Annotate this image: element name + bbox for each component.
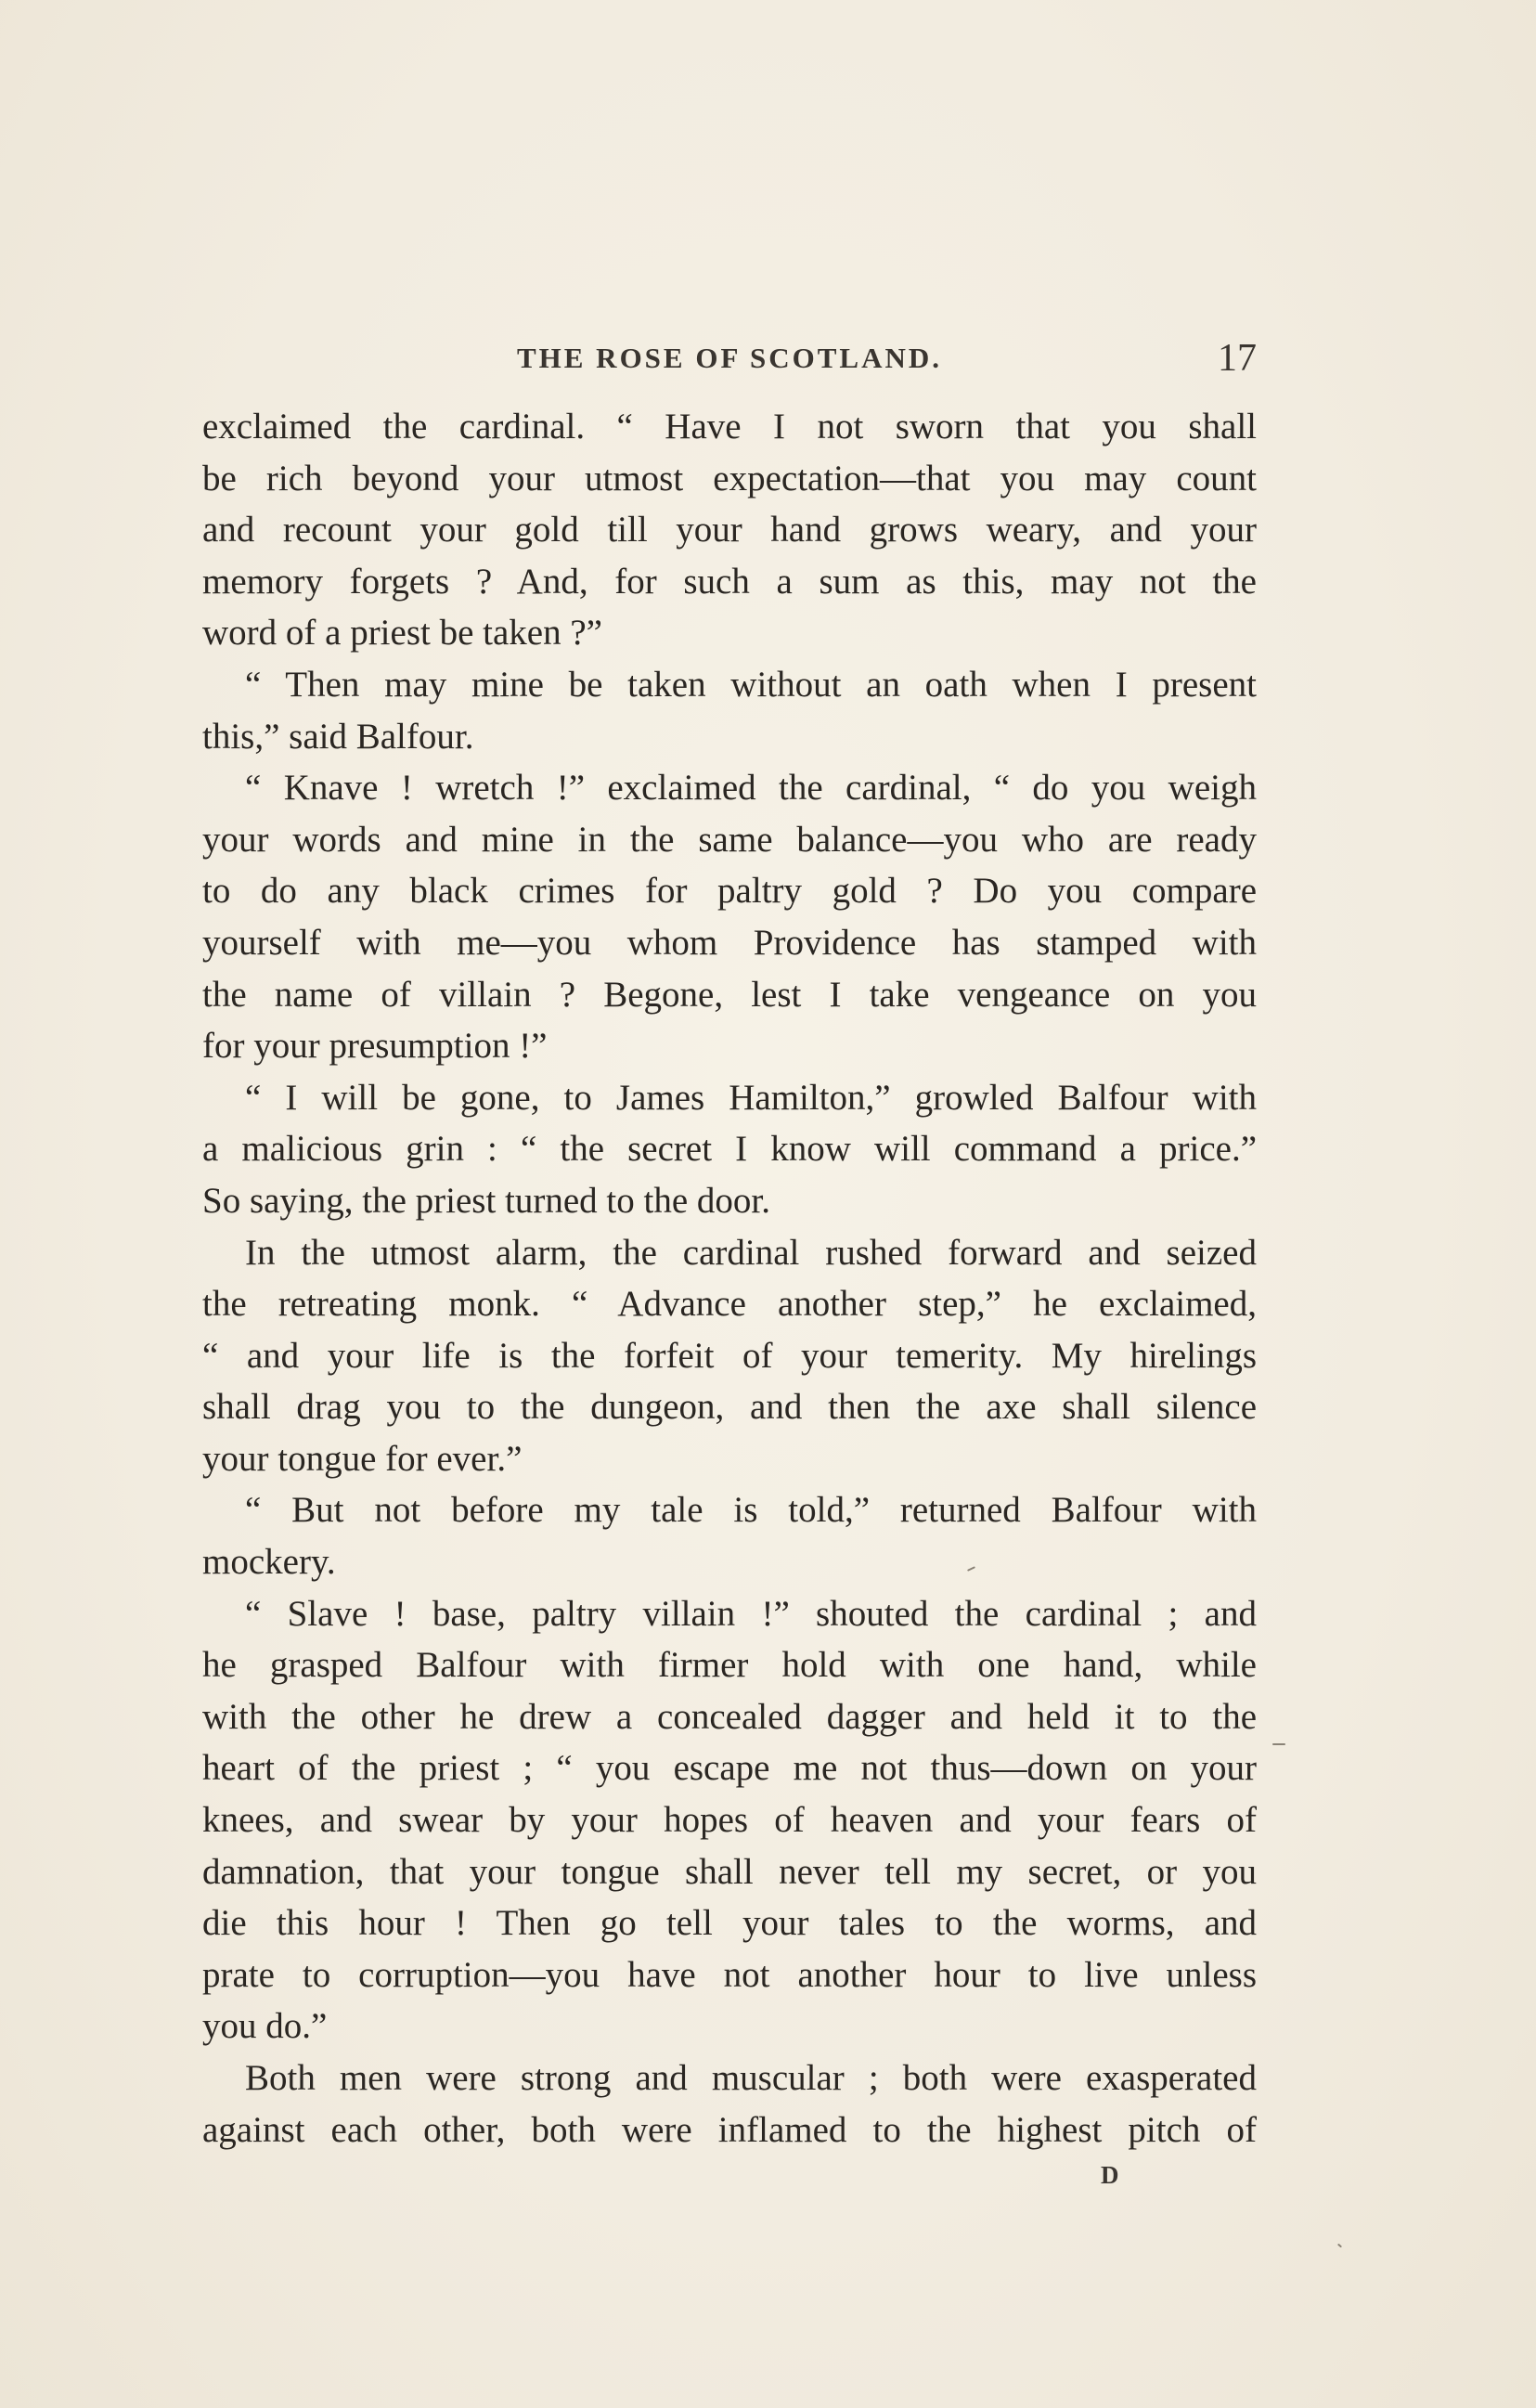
text-line: and recount your gold till your hand grows weary, and your: [202, 510, 1257, 550]
text-line: for your presumption !”: [202, 1026, 548, 1067]
text-line: prate to corruption—you have not another hour to live unless: [202, 1954, 1257, 1995]
text-line: with the other he drew a concealed dagger and held it to the: [202, 1696, 1257, 1737]
page-number: 17: [1218, 337, 1257, 380]
text-line: shall drag you to the dungeon, and then the axe shall silence: [202, 1387, 1257, 1428]
running-title: THE ROSE OF SCOTLAND.: [516, 342, 943, 374]
text-line: die this hour ! Then go tell your tales to the worms, and: [202, 1903, 1257, 1944]
body-text: [202, 401, 1257, 2156]
text-line: against each other, both were inflamed to the highest pitch of: [202, 2109, 1257, 2150]
text-line: Both men were strong and muscular ; both were exasperated: [245, 2058, 1257, 2098]
signature-mark: D: [1101, 2161, 1120, 2189]
text-line: your words and mine in the same balance—you who are ready: [202, 819, 1257, 860]
text-line: So saying, the priest turned to the door.: [202, 1180, 771, 1221]
paper-speck: [1337, 2244, 1342, 2248]
text-line: exclaimed the cardinal. “ Have I not sworn that you shall: [202, 407, 1257, 447]
text-line: In the utmost alarm, the cardinal rushed forward and seized: [245, 1232, 1257, 1273]
text-line: the retreating monk. “ Advance another step,” he exclaimed,: [202, 1284, 1257, 1325]
text-line: knees, and swear by your hopes of heaven and your fears of: [202, 1800, 1257, 1841]
text-line: mockery.: [202, 1542, 336, 1583]
text-line: “ I will be gone, to James Hamilton,” growled Balfour with: [245, 1077, 1257, 1118]
text-line: heart of the priest ; “ you escape me not thus—down on your: [202, 1748, 1257, 1789]
running-head: [202, 336, 1257, 382]
text-line: “ and your life is the forfeit of your temerity. My hirelings: [202, 1335, 1257, 1376]
text-line: word of a priest be taken ?”: [202, 613, 602, 654]
paper-speck: [1272, 1743, 1285, 1745]
text-line: you do.”: [202, 2006, 328, 2047]
text-line: to do any black crimes for paltry gold ? Do you compare: [202, 871, 1257, 912]
text-line: be rich beyond your utmost expectation—that you may count: [202, 458, 1257, 498]
text-line: the name of villain ? Begone, lest I take vengeance on you: [202, 974, 1257, 1015]
text-line: “ Slave ! base, paltry villain !” shouted the cardinal ; and: [245, 1593, 1257, 1634]
text-line: “ Then may mine be taken without an oath when I present: [245, 664, 1257, 705]
text-line: a malicious grin : “ the secret I know will command a price.”: [202, 1129, 1257, 1170]
text-line: “ Knave ! wretch !” exclaimed the cardinal, “ do you weigh: [245, 768, 1257, 809]
text-line: yourself with me—you whom Providence has stamped with: [202, 922, 1257, 963]
text-line: damnation, that your tongue shall never tell my secret, or you: [202, 1851, 1257, 1892]
text-line: “ But not before my tale is told,” returned Balfour with: [245, 1490, 1257, 1531]
text-line: memory forgets ? And, for such a sum as this, may not the: [202, 561, 1257, 602]
text-line: this,” said Balfour.: [202, 716, 474, 757]
text-line: he grasped Balfour with firmer hold with one hand, while: [202, 1645, 1257, 1686]
text-line: your tongue for ever.”: [202, 1438, 523, 1479]
